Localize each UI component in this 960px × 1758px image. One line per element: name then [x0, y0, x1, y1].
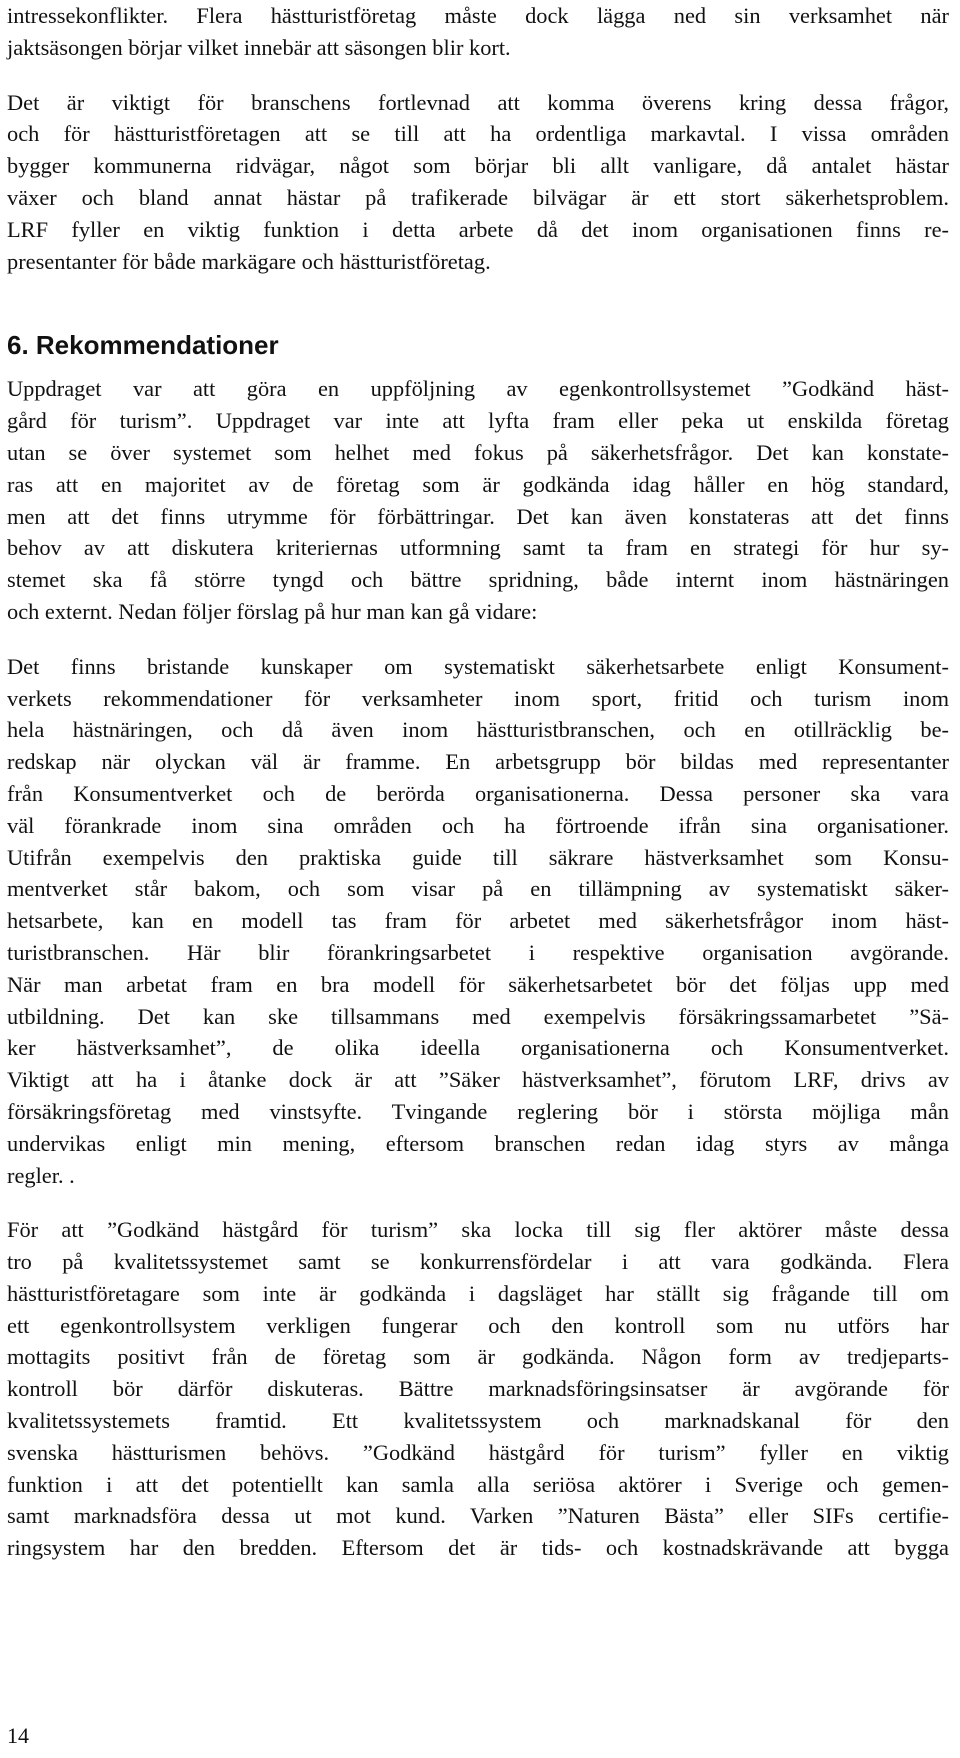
text-line: kontroll bör därför diskuteras. Bättre marknadsföringsinsatser är avgörande för: [7, 1376, 949, 1402]
paragraph: [7, 651, 949, 1192]
text-line: från Konsumentverket och de berörda organisationerna. Dessa personer ska vara: [7, 780, 949, 806]
text-line: hela hästnäringen, och då även inom hästturistbranschen, och en otillräcklig be-: [7, 717, 949, 743]
text-line: hästturistföretagare som inte är godkända i dagsläget har ställt sig frågande till om: [7, 1280, 949, 1306]
text-line: behov av att diskutera kriteriernas utformning samt ta fram en strategi för hur sy-: [7, 535, 949, 561]
text-line: ras att en majoritet av de företag som är godkända idag håller en hög standard,: [7, 471, 949, 497]
paragraph: [7, 87, 949, 278]
text-line: När man arbetat fram en bra modell för säkerhetsarbetet bör det följas upp med: [7, 971, 949, 997]
text-line: presentanter för både markägare och hästturistföretag.: [7, 248, 491, 274]
text-line: intressekonflikter. Flera hästturistföretag måste dock lägga ned sin verksamhet när: [7, 3, 949, 28]
text-line: mentverket står bakom, och som visar på en tillämpning av systematiskt säker-: [7, 876, 949, 902]
text-line: verkets rekommendationer för verksamheter inom sport, fritid och turism inom: [7, 685, 949, 711]
text-line: LRF fyller en viktig funktion i detta arbete då det inom organisationen finns re-: [7, 216, 949, 242]
paragraph: [7, 0, 949, 64]
paragraph: [7, 373, 949, 627]
text-line: ker hästverksamhet”, de olika ideella organisationerna och Konsumentverket.: [7, 1035, 949, 1061]
text-line: svenska hästturismen behövs. ”Godkänd hästgård för turism” fyller en viktig: [7, 1439, 949, 1465]
text-line: Det finns bristande kunskaper om systematiskt säkerhetsarbete enligt Konsument-: [7, 653, 949, 679]
text-line: regler. .: [7, 1162, 75, 1188]
text-line: ringsystem har den bredden. Eftersom det är tids- och kostnadskrävande att bygga: [7, 1535, 949, 1561]
text-line: undervikas enligt min mening, eftersom branschen redan idag styrs av många: [7, 1130, 949, 1156]
text-line: Uppdraget var att göra en uppföljning av egenkontrollsystemet ”Godkänd häst-: [7, 376, 949, 402]
text-line: växer och bland annat hästar på trafikerade bilvägar är ett stort säkerhetsproblem.: [7, 184, 949, 210]
text-line: bygger kommunerna ridvägar, något som börjar bli allt vanligare, då antalet hästar: [7, 153, 949, 179]
section-heading: 6. Rekommendationer: [7, 330, 279, 361]
paragraph: [7, 1214, 949, 1564]
text-line: och externt. Nedan följer förslag på hur man kan gå vidare:: [7, 598, 538, 624]
text-line: utbildning. Det kan ske tillsammans med exempelvis försäkringssamarbetet ”Sä-: [7, 1003, 949, 1029]
text-line: Viktigt att ha i åtanke dock är att ”Säker hästverksamhet”, förutom LRF, drivs av: [7, 1067, 949, 1093]
text-line: hetsarbete, kan en modell tas fram för arbetet med säkerhetsfrågor inom häst-: [7, 908, 949, 934]
text-line: jaktsäsongen börjar vilket innebär att säsongen blir kort.: [7, 34, 511, 60]
text-line: För att ”Godkänd hästgård för turism” ska locka till sig fler aktörer måste dessa: [7, 1217, 949, 1243]
text-line: väl förankrade inom sina områden och ha förtroende ifrån sina organisationer.: [7, 812, 949, 838]
text-line: men att det finns utrymme för förbättringar. Det kan även konstateras att det finns: [7, 503, 949, 529]
text-line: ett egenkontrollsystem verkligen fungerar och den kontroll som nu utförs har: [7, 1312, 949, 1338]
paragraph-gap: [7, 1191, 949, 1214]
text-line: försäkringsföretag med vinstsyfte. Tvingande reglering bör i största möjliga mån: [7, 1098, 949, 1124]
text-line: kvalitetssystemets framtid. Ett kvalitetssystem och marknadskanal för den: [7, 1408, 949, 1434]
text-line: utan se över systemet som helhet med fokus på säkerhetsfrågor. Det kan konstate-: [7, 439, 949, 465]
document-page: [7, 0, 949, 1564]
text-line: Utifrån exempelvis den praktiska guide till säkrare hästverksamhet som Konsu-: [7, 844, 949, 870]
text-line: mottagits positivt från de företag som är godkända. Någon form av tredjeparts-: [7, 1344, 949, 1370]
text-line: samt marknadsföra dessa ut mot kund. Varken ”Naturen Bästa” eller SIFs certifie-: [7, 1503, 949, 1529]
text-line: Det är viktigt för branschens fortlevnad att komma överens kring dessa frågor,: [7, 89, 949, 115]
page-number: 14: [7, 1723, 29, 1748]
text-line: funktion i att det potentiellt kan samla alla seriösa aktörer i Sverige och gemen-: [7, 1471, 949, 1497]
paragraph-gap: [7, 628, 949, 651]
text-line: tro på kvalitetssystemet samt se konkurrensfördelar i att vara godkända. Flera: [7, 1249, 949, 1275]
text-line: gård för turism”. Uppdraget var inte att lyfta fram eller peka ut enskilda företag: [7, 408, 949, 434]
text-line: redskap när olyckan väl är framme. En arbetsgrupp bör bildas med representanter: [7, 749, 949, 775]
text-line: och för hästturistföretagen att se till att ha ordentliga markavtal. I vissa områden: [7, 121, 949, 147]
text-line: turistbranschen. Här blir förankringsarbetet i respektive organisation avgörande.: [7, 939, 949, 965]
text-line: stemet ska få större tyngd och bättre spridning, både internt inom hästnäringen: [7, 567, 949, 593]
paragraph-gap: [7, 64, 949, 87]
